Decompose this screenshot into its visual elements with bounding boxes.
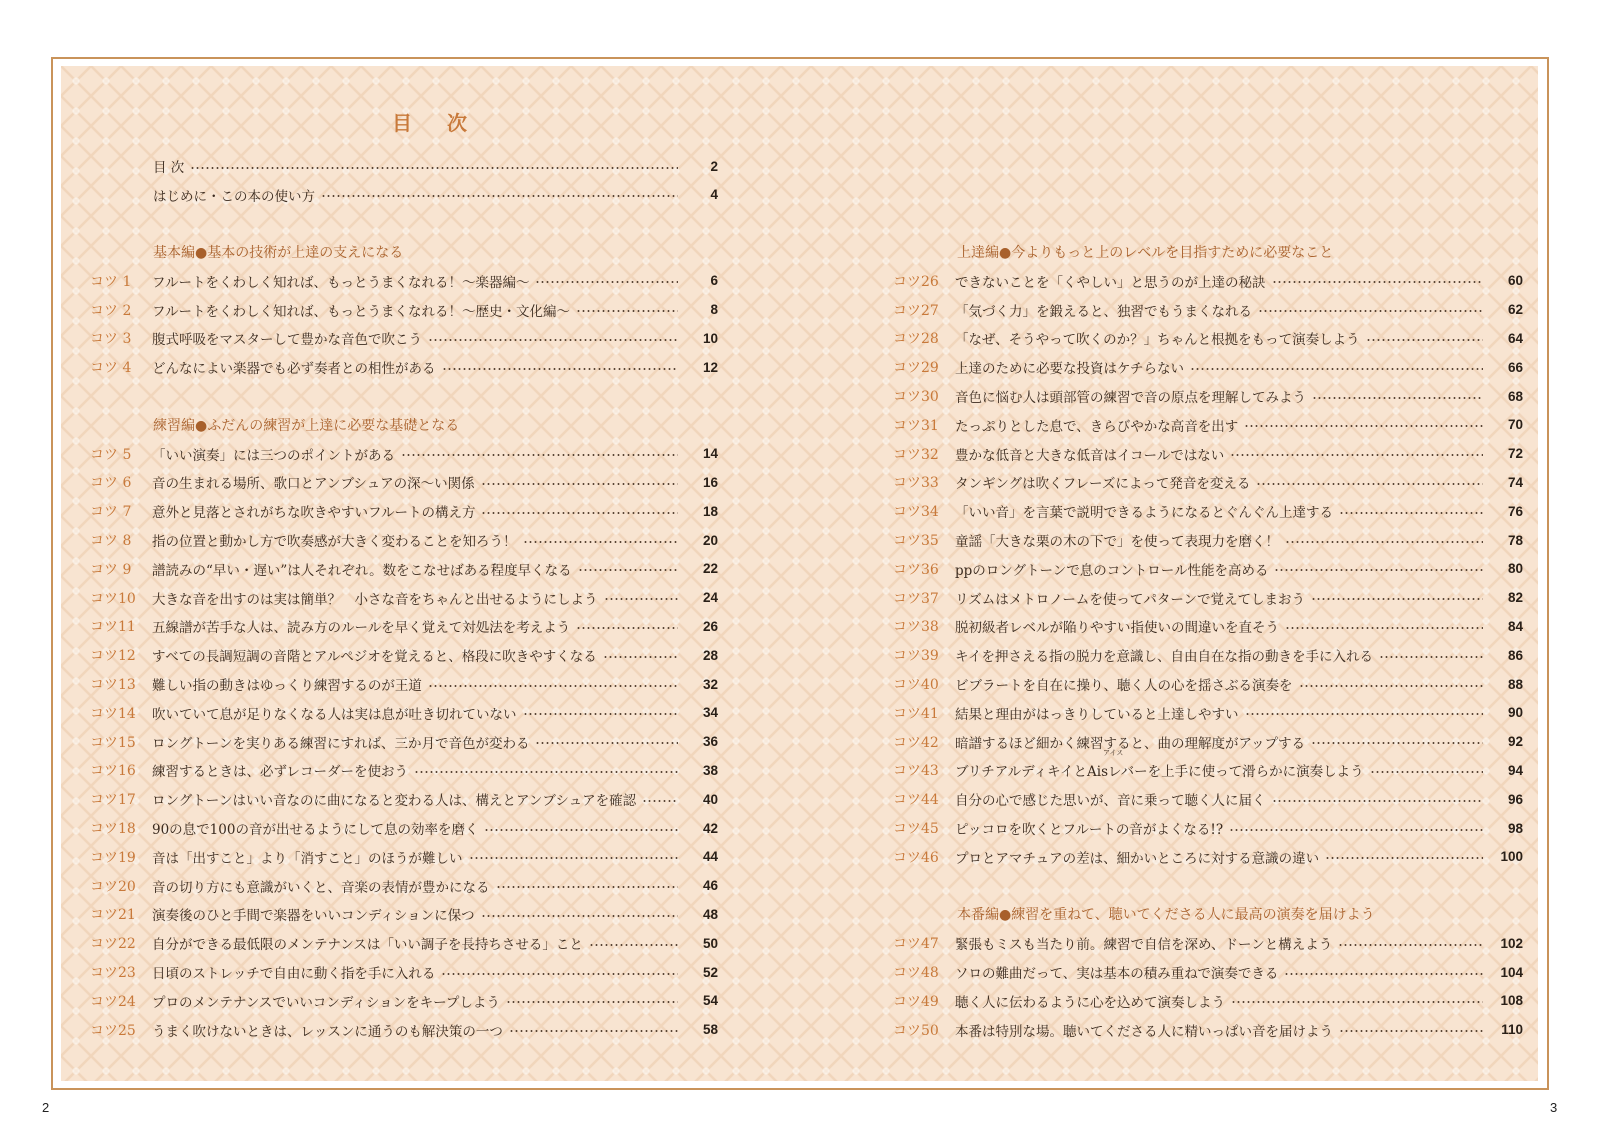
- toc-page-number: 26: [702, 618, 718, 634]
- toc-entry[interactable]: [893, 498, 1523, 524]
- toc-entry-title: 音の切り方にも意識がいくと、音楽の表情が豊かになる: [152, 879, 490, 896]
- toc-entry-label: コツ50: [893, 1022, 939, 1039]
- toc-page-number: 54: [702, 993, 718, 1009]
- toc-page-number: 44: [702, 849, 718, 865]
- toc-entry-title: 日頃のストレッチで自由に動く指を手に入れる: [152, 966, 436, 982]
- dot-leader: [1258, 310, 1483, 312]
- toc-page-number: 76: [1507, 503, 1523, 519]
- dot-leader: [1299, 685, 1484, 687]
- toc-entry-label: コツ11: [90, 619, 136, 636]
- toc-page-number: 98: [1507, 820, 1523, 836]
- toc-section-heading: 上達編●今よりもっと上のレベルを目指すために必要なこと: [957, 245, 1334, 261]
- toc-entry[interactable]: [90, 297, 718, 323]
- dot-leader: [589, 944, 678, 946]
- toc-page-number: 84: [1507, 618, 1523, 634]
- toc-entry-label: コツ21: [90, 907, 136, 924]
- toc-entry[interactable]: [90, 671, 718, 697]
- toc-entry-label: コツ30: [893, 389, 939, 405]
- toc-page-number: 12: [702, 359, 718, 375]
- dot-leader: [576, 310, 678, 312]
- toc-entry-label: コツ17: [90, 792, 136, 809]
- toc-entry-title: できないことを「くやしい」と思うのが上達の秘訣: [955, 274, 1266, 291]
- toc-entry[interactable]: [893, 642, 1523, 668]
- toc-entry-title: 本番は特別な場。聴いてくださる人に精いっぱい音を届けよう: [955, 1023, 1333, 1040]
- ruby-annotation: アイス: [1103, 749, 1124, 758]
- toc-page-number: 94: [1507, 762, 1523, 778]
- toc-entry[interactable]: [893, 844, 1523, 870]
- toc-entry-label: コツ44: [893, 792, 939, 809]
- toc-page-number: 20: [702, 532, 718, 548]
- toc-entry-title: 意外と見落とされがちな吹きやすいフルートの構え方: [152, 505, 476, 522]
- toc-page-number: 88: [1507, 676, 1523, 692]
- dot-leader: [1231, 1001, 1483, 1003]
- toc-entry[interactable]: [90, 354, 718, 380]
- toc-entry-title: ロングトーンを実りある練習にすれば、三か月で音色が変わる: [152, 735, 530, 752]
- toc-entry-label: コツ47: [893, 936, 939, 953]
- toc-entry-label: コツ48: [893, 965, 939, 981]
- dot-leader: [481, 512, 678, 514]
- toc-entry-title: 「いい音」を言葉で説明できるようになるとぐんぐん上達する: [955, 505, 1333, 522]
- toc-entry[interactable]: [893, 556, 1523, 582]
- dot-leader: [1379, 656, 1483, 658]
- dot-leader: [1311, 598, 1483, 600]
- toc-entry[interactable]: [90, 498, 718, 524]
- dot-leader: [535, 742, 678, 744]
- toc-entry-label: コツ16: [90, 763, 136, 780]
- toc-entry-label: コツ10: [90, 590, 136, 607]
- toc-entry[interactable]: [893, 700, 1523, 726]
- toc-page-number: 52: [702, 964, 718, 980]
- toc-entry-title: 目 次: [153, 160, 185, 176]
- toc-entry-title: 「なぜ、そうやって吹くのか？」ちゃんと根拠をもって演奏しよう: [955, 332, 1360, 349]
- dot-leader: [1370, 771, 1483, 773]
- dot-leader: [1274, 569, 1483, 571]
- toc-entry[interactable]: [893, 469, 1523, 495]
- dot-leader: [578, 569, 678, 571]
- dot-leader: [1366, 339, 1483, 341]
- dot-leader: [481, 915, 678, 917]
- toc-page-number: 70: [1507, 417, 1523, 433]
- toc-entry-title: 演奏後のひと手間で楽器をいいコンディションに保つ: [152, 908, 475, 925]
- dot-leader: [1284, 973, 1483, 975]
- toc-entry-label: コツ25: [90, 1022, 136, 1039]
- toc-entry-title: 吹いていて息が足りなくなる人は実は息が吐き切れていない: [152, 706, 517, 723]
- toc-page-number: 64: [1507, 330, 1523, 346]
- toc-entry[interactable]: [893, 325, 1523, 351]
- toc-entry-title: フルートをくわしく知れば、もっとうまくなれる！～楽器編～: [152, 274, 530, 291]
- dot-leader: [428, 339, 678, 341]
- toc-entry-label: コツ27: [893, 302, 939, 319]
- toc-page-number: 40: [702, 791, 718, 807]
- toc-page-number: 24: [702, 590, 718, 606]
- toc-entry-label: コツ49: [893, 993, 939, 1010]
- toc-page-number: 102: [1500, 935, 1523, 951]
- toc-entry-label: コツ15: [90, 734, 136, 751]
- dot-leader: [509, 1030, 678, 1032]
- toc-entry-label: コツ23: [90, 965, 136, 981]
- toc-section-heading: 基本編●基本の技術が上達の支えになる: [153, 245, 404, 261]
- toc-entry[interactable]: [90, 268, 718, 294]
- toc-page-number: 60: [1507, 273, 1523, 289]
- toc-page-number: 110: [1501, 1022, 1523, 1038]
- toc-entry[interactable]: [893, 297, 1523, 323]
- toc-page-number: 58: [702, 1022, 718, 1038]
- toc-entry-label: コツ12: [90, 648, 136, 665]
- toc-page-number: 46: [702, 878, 718, 894]
- toc-entry-title: すべての長調短調の音階とアルペジオを覚えると、格段に吹きやすくなる: [152, 649, 597, 666]
- toc-entry[interactable]: [893, 585, 1523, 611]
- dot-leader: [576, 627, 678, 629]
- toc-entry[interactable]: [90, 757, 718, 783]
- toc-entry-label: コツ39: [893, 648, 939, 665]
- toc-entry[interactable]: [893, 749, 1523, 783]
- toc-entry[interactable]: [893, 613, 1523, 639]
- toc-entry-label: コツ43: [893, 763, 939, 780]
- dot-leader: [496, 886, 679, 888]
- toc-page-number: 2: [710, 158, 718, 174]
- toc-entry-label: コツ 9: [90, 561, 132, 578]
- toc-page-number: 108: [1500, 993, 1523, 1009]
- dot-leader: [523, 541, 679, 543]
- dot-leader: [1256, 483, 1483, 485]
- dot-leader: [1272, 800, 1484, 802]
- toc-page-number: 16: [702, 474, 718, 490]
- toc-entry[interactable]: [90, 585, 718, 611]
- toc-entry-label: コツ31: [893, 417, 939, 434]
- dot-leader: [321, 195, 678, 197]
- toc-page-number: 22: [702, 561, 718, 577]
- toc-entry-title: 童謡「大きな栗の木の下で」を使って表現力を磨く！: [955, 534, 1279, 550]
- toc-entry-title: ロングトーンはいい音なのに曲になると変わる人は、構えとアンブシュアを確認: [152, 793, 637, 810]
- dot-leader: [484, 829, 678, 831]
- toc-entry[interactable]: [893, 671, 1523, 697]
- toc-entry-label: コツ19: [90, 849, 136, 866]
- dot-leader: [604, 598, 679, 600]
- toc-entry-label: コツ42: [893, 734, 939, 751]
- toc-entry[interactable]: [90, 873, 718, 899]
- toc-section-heading: 練習編●ふだんの練習が上達に必要な基礎となる: [153, 417, 460, 434]
- toc-section-heading: 本番編●練習を重ねて、聴いてくださる人に最高の演奏を届けよう: [957, 907, 1375, 924]
- toc-entry[interactable]: [893, 527, 1523, 553]
- toc-entry-title: 「いい演奏」には三つのポイントがある: [152, 447, 395, 464]
- toc-page-number: 14: [702, 446, 718, 462]
- dot-leader: [523, 713, 679, 715]
- page-number-left: 2: [42, 1100, 50, 1115]
- dot-leader: [1272, 281, 1484, 283]
- dot-leader: [1285, 627, 1483, 629]
- dot-leader: [428, 685, 678, 687]
- toc-entry[interactable]: [90, 469, 718, 495]
- toc-entry-title: タンギングは吹くフレーズによって発音を変える: [955, 476, 1251, 493]
- toc-page-number: 38: [702, 762, 718, 778]
- dot-leader: [1190, 368, 1483, 370]
- toc-entry-title: ソロの難曲だって、実は基本の積み重ねで演奏できる: [955, 966, 1279, 982]
- toc-entry[interactable]: [90, 556, 718, 582]
- toc-entry-label: コツ 6: [90, 475, 132, 492]
- toc-page-number: 92: [1507, 734, 1523, 750]
- toc-page-number: 82: [1507, 590, 1523, 606]
- toc-entry-label: コツ34: [893, 504, 939, 521]
- toc-entry-label: コツ18: [90, 821, 136, 837]
- toc-entry[interactable]: [90, 930, 718, 956]
- toc-entry[interactable]: [90, 786, 718, 812]
- toc-page-number: 8: [710, 302, 718, 318]
- toc-entry-title: はじめに・この本の使い方: [153, 188, 315, 205]
- toc-entry-title: 音色に悩む人は頭部管の練習で音の原点を理解してみよう: [955, 390, 1306, 406]
- toc-entry-title: プロのメンテナンスでいいコンディションをキープしよう: [152, 994, 500, 1011]
- toc-entry[interactable]: [90, 700, 718, 726]
- toc-page-number: 50: [702, 935, 718, 951]
- toc-entry-title: 音の生まれる場所、歌口とアンブシュアの深～い関係: [152, 476, 475, 493]
- toc-page-number: 78: [1507, 532, 1523, 548]
- toc-entry-label: コツ 8: [90, 533, 132, 549]
- toc-entry-label: コツ45: [893, 821, 939, 837]
- toc-page-number: 4: [710, 187, 718, 203]
- toc-entry-title: 指の位置と動かし方で吹奏感が大きく変わることを知ろう！: [152, 534, 517, 550]
- toc-page-number: 10: [702, 330, 718, 346]
- toc-entry[interactable]: [90, 815, 718, 841]
- toc-page-number: 96: [1507, 791, 1523, 807]
- toc-entry[interactable]: [90, 441, 718, 467]
- toc-entry-title: 自分の心で感じた思いが、音に乗って聴く人に届く: [955, 793, 1266, 810]
- toc-entry-label: コツ24: [90, 993, 136, 1010]
- toc-page-number: 28: [702, 647, 718, 663]
- dot-leader: [190, 167, 678, 169]
- dot-leader: [1244, 425, 1483, 427]
- toc-entry[interactable]: [893, 412, 1523, 438]
- toc-entry-title: 音は「出すこと」より「消すこと」のほうが難しい: [152, 850, 463, 867]
- toc-entry-title: 緊張もミスも当たり前。練習で自信を深め、ドーンと構えよう: [955, 937, 1333, 954]
- toc-entry-title: フルートをくわしく知れば、もっとうまくなれる！～歴史・文化編～: [152, 303, 570, 320]
- toc-entry-label: コツ41: [893, 705, 939, 722]
- toc-entry[interactable]: [90, 988, 718, 1014]
- toc-entry[interactable]: [90, 642, 718, 668]
- toc-page-number: 18: [702, 503, 718, 519]
- page-number-right: 3: [1550, 1100, 1558, 1115]
- toc-entry-title: 上達のために必要な投資はケチらない: [955, 361, 1184, 378]
- toc-page-number: 36: [702, 734, 718, 750]
- toc-entry-title: リズムはメトロノームを使ってパターンで覚えてしまおう: [955, 591, 1306, 608]
- toc-entry[interactable]: [893, 959, 1523, 985]
- toc-entry-title: 自分ができる最低限のメンテナンスは「いい調子を長持ちさせる」こと: [152, 937, 583, 954]
- toc-entry-title: ppのロングトーンで息のコントロール性能を高める: [955, 562, 1269, 579]
- toc-entry-label: コツ26: [893, 273, 939, 290]
- toc-entry[interactable]: [90, 527, 718, 553]
- toc-entry[interactable]: [90, 613, 718, 639]
- dot-leader: [441, 973, 678, 975]
- dot-leader: [642, 800, 678, 802]
- toc-entry-title: 五線譜が苦手な人は、読み方のルールを早く覚えて対処法を考えよう: [152, 620, 571, 637]
- toc-entry-label: コツ32: [893, 446, 939, 463]
- toc-entry[interactable]: [90, 325, 718, 351]
- toc-entry-front-matter[interactable]: [153, 153, 718, 179]
- toc-page-number: 34: [702, 705, 718, 721]
- toc-entry-label: コツ33: [893, 475, 939, 492]
- toc-page-number: 48: [702, 906, 718, 922]
- toc-page-number: 90: [1507, 705, 1523, 721]
- toc-page-number: 80: [1507, 561, 1523, 577]
- toc-entry-label: コツ 7: [90, 504, 132, 521]
- toc-entry-label: コツ 5: [90, 446, 132, 463]
- toc-entry-title: 90の息で100の音が出せるようにして息の効率を磨く: [152, 822, 479, 838]
- toc-entry-title: 譜読みの“早い・遅い”は人それぞれ。数をこなせばある程度早くなる: [152, 562, 572, 579]
- toc-entry-title: 豊かな低音と大きな低音はイコールではない: [955, 447, 1225, 464]
- toc-entry[interactable]: [893, 354, 1523, 380]
- toc-entry-label: コツ35: [893, 533, 939, 549]
- toc-entry-title: どんなによい楽器でも必ず奏者との相性がある: [152, 361, 436, 378]
- toc-entry[interactable]: [90, 901, 718, 927]
- dot-leader: [481, 483, 678, 485]
- toc-page-number: 32: [702, 676, 718, 692]
- toc-page-number: 42: [702, 820, 718, 836]
- toc-entry-label: コツ13: [90, 677, 136, 693]
- dot-leader: [1339, 1030, 1483, 1032]
- toc-entry-title: うまく吹けないときは、レッスンに通うのも解決策の一つ: [152, 1023, 503, 1040]
- toc-page-number: 74: [1507, 474, 1523, 490]
- toc-entry-title: ビブラートを自在に操り、聴く人の心を揺さぶる演奏を: [955, 678, 1293, 694]
- toc-entry-label: コツ20: [90, 878, 136, 895]
- toc-entry[interactable]: [893, 1017, 1523, 1043]
- toc-entry-title: 脱初級者レベルが陥りやすい指使いの間違いを直そう: [955, 620, 1279, 637]
- toc-entry-label: コツ 3: [90, 331, 132, 348]
- dot-leader: [1325, 857, 1483, 859]
- toc-entry-title: たっぷりとした息で、きらびやかな高音を出す: [955, 418, 1239, 435]
- toc-entry[interactable]: [893, 930, 1523, 956]
- toc-entry-title: キイを押さえる指の脱力を意識し、自由自在な指の動きを手に入れる: [955, 649, 1373, 666]
- toc-entry-label: コツ 1: [90, 273, 132, 290]
- toc-page-number: 104: [1500, 964, 1523, 980]
- toc-entry[interactable]: [893, 729, 1523, 755]
- dot-leader: [1229, 829, 1483, 831]
- toc-entry-label: コツ36: [893, 561, 939, 578]
- dot-leader: [1312, 397, 1483, 399]
- toc-entry-title: ブリチアルディキイとAisレバーを上手に使って滑らかに演奏しよう: [955, 764, 1364, 781]
- toc-entry-title: 腹式呼吸をマスターして豊かな音色で吹こう: [152, 332, 422, 349]
- toc-entry-label: コツ22: [90, 936, 136, 953]
- toc-entry[interactable]: [90, 729, 718, 755]
- dot-leader: [506, 1001, 678, 1003]
- toc-entry-title: 難しい指の動きはゆっくり練習するのが王道: [152, 678, 422, 694]
- toc-entry-label: コツ29: [893, 360, 939, 377]
- toc-entry[interactable]: [893, 988, 1523, 1014]
- toc-page-number: 100: [1500, 849, 1523, 865]
- toc-title: 目 次: [392, 111, 481, 135]
- toc-entry-title: ピッコロを吹くとフルートの音がよくなる!?: [955, 822, 1224, 838]
- toc-entry-title: 結果と理由がはっきりしていると上達しやすい: [955, 706, 1239, 723]
- dot-leader: [535, 281, 678, 283]
- dot-leader: [414, 771, 678, 773]
- toc-entry[interactable]: [893, 815, 1523, 841]
- toc-entry[interactable]: [893, 268, 1523, 294]
- dot-leader: [469, 857, 679, 859]
- toc-entry-label: コツ38: [893, 619, 939, 636]
- dot-leader: [1230, 454, 1483, 456]
- toc-entry-label: コツ40: [893, 677, 939, 693]
- toc-entry[interactable]: [90, 1017, 718, 1043]
- toc-entry-label: コツ14: [90, 705, 136, 722]
- toc-entry[interactable]: [90, 844, 718, 870]
- toc-entry-front-matter[interactable]: [153, 182, 718, 208]
- dot-leader: [1245, 713, 1484, 715]
- toc-entry-label: コツ46: [893, 849, 939, 866]
- toc-entry-title: 練習するときは、必ずレコーダーを使おう: [152, 764, 408, 781]
- dot-leader: [1338, 944, 1483, 946]
- toc-entry-title: 「気づく力」を鍛えると、独習でもうまくなれる: [955, 303, 1252, 320]
- toc-entry[interactable]: [893, 786, 1523, 812]
- dot-leader: [1339, 512, 1483, 514]
- toc-entry-title: プロとアマチュアの差は、細かいところに対する意識の違い: [955, 850, 1320, 867]
- toc-entry-label: コツ28: [893, 331, 939, 348]
- toc-page-number: 86: [1507, 647, 1523, 663]
- toc-entry-title: 大きな音を出すのは実は簡単？ 小さな音をちゃんと出せるようにしよう: [152, 591, 598, 608]
- dot-leader: [1311, 742, 1483, 744]
- dot-leader: [401, 454, 678, 456]
- dot-leader: [1285, 541, 1483, 543]
- dot-leader: [603, 656, 678, 658]
- toc-page-number: 6: [710, 273, 718, 289]
- toc-page-number: 68: [1507, 388, 1523, 404]
- toc-entry[interactable]: [90, 959, 718, 985]
- toc-entry-label: コツ 4: [90, 360, 132, 377]
- toc-page-number: 72: [1507, 446, 1523, 462]
- toc-entry[interactable]: [893, 441, 1523, 467]
- toc-entry-label: コツ37: [893, 590, 939, 607]
- toc-entry-label: コツ 2: [90, 302, 132, 319]
- toc-entry-title: 暗譜するほど細かく練習すると、曲の理解度がアップする: [955, 735, 1306, 752]
- toc-entry[interactable]: [893, 383, 1523, 409]
- toc-page-number: 66: [1507, 359, 1523, 375]
- toc-page-number: 62: [1507, 302, 1523, 318]
- dot-leader: [442, 368, 679, 370]
- toc-entry-title: 聴く人に伝わるように心を込めて演奏しよう: [955, 994, 1225, 1011]
